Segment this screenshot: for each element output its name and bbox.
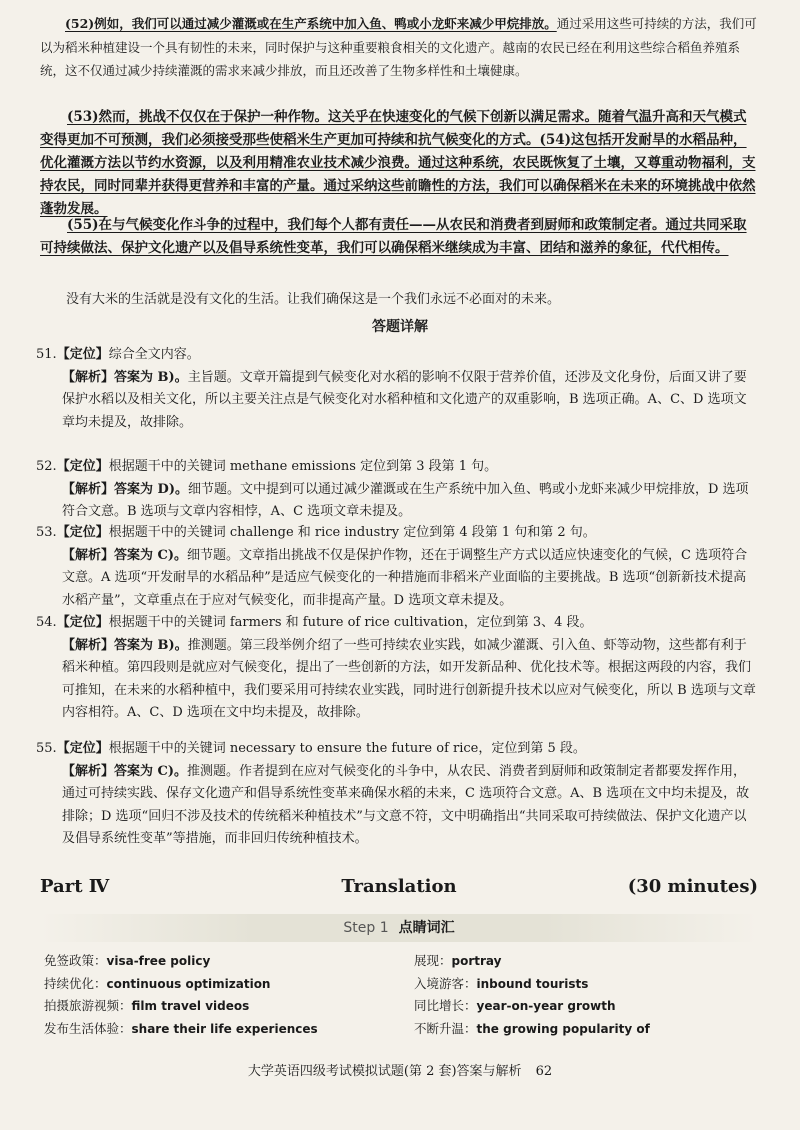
vocab-item: 持续优化：continuous optimization — [44, 975, 271, 991]
vocab-item: 入境游客：inbound tourists — [414, 975, 589, 991]
vocab-item: 拍摄旅游视频：film travel videos — [44, 998, 250, 1013]
answer-52-analysis: 细节题。文中提到可以通过减少灌溉或在生产系统中加入鱼、鸭或小龙虾来减少甲烷排放，D 选项符合文意。B 选项与文章内容相悖，A、C 选项文章未提及。 — [62, 481, 749, 519]
answer-53-key: 答案为 C)。 — [114, 547, 188, 563]
answer-51-key: 答案为 B)。 — [114, 369, 188, 385]
page-number: 62 — [535, 1064, 553, 1079]
answer-54 — [36, 612, 758, 725]
answer-52-analysis-label: 【解析】 — [62, 481, 115, 497]
vocab-item: 展现：portray — [414, 953, 502, 968]
answer-52-locate-label: 【定位】 — [56, 459, 109, 474]
step-number: Step 1 — [343, 920, 389, 936]
answer-51-analysis: 主旨题。文章开篇提到气候变化对水稻的影响不仅限于营养价值，还涉及文化身份，后面又讲了要保护水稻以及相关文化，所以主要关注点是气候变化对水稻种植和文化遗产的双重影响，B 选项正确。A、C、D 选项文章均未提及，故排除。 — [62, 369, 747, 430]
part-title: Translation — [341, 876, 457, 897]
answer-53 — [36, 522, 758, 612]
part-heading — [40, 876, 758, 898]
answer-55-number: 55. — [36, 741, 57, 756]
vocab-list-left — [44, 950, 318, 1040]
vocab-list-right — [414, 950, 650, 1040]
paragraph-52-lead: (52)例如，我们可以通过减少灌溉或在生产系统中加入鱼、鸭或小龙虾来减少甲烷排放。 — [65, 16, 557, 31]
answer-55-key: 答案为 C)。 — [114, 763, 188, 779]
answer-52 — [36, 456, 758, 524]
answer-52-key: 答案为 D)。 — [114, 481, 188, 497]
footer-title: 大学英语四级考试模拟试题(第 2 套)答案与解析 — [247, 1064, 522, 1079]
answer-53-analysis: 细节题。文章指出挑战不仅是保护作物，还在于调整生产方式以适应快速变化的气候，C 选项符合文意。A 选项“开发耐旱的水稻品种”是适应气候变化的一种措施而非稻米产业面临的主要挑战。B 选项“创新新技术提高水稻产量”，文章重点在于应对气候变化，而非提高产量。D 选项文章未提及。 — [62, 547, 748, 608]
part-time: (30 minutes) — [627, 876, 758, 897]
vocab-item: 不断升温：the growing popularity of — [414, 1020, 650, 1036]
page-footer — [0, 1060, 800, 1079]
paragraph-55-text: (55)在与气候变化作斗争的过程中，我们每个人都有责任——从农民和消费者到厨师和政策制定者。通过共同采取可持续做法、保护文化遗产以及倡导系统性变革，我们可以确保稻米继续成为丰富、团结和滋养的象征，代代相传。 — [40, 217, 747, 256]
answer-51 — [36, 344, 758, 434]
section-title: 答题详解 — [372, 319, 428, 335]
answer-52-locate: 根据题干中的关键词 methane emissions 定位到第 3 段第 1 句。 — [108, 459, 498, 474]
answer-54-number: 54. — [36, 615, 57, 630]
answer-54-locate-label: 【定位】 — [56, 615, 109, 630]
paragraph-55 — [40, 214, 758, 260]
answer-54-key: 答案为 B)。 — [114, 637, 188, 653]
answer-51-analysis-label: 【解析】 — [62, 369, 115, 385]
paragraph-52 — [40, 12, 758, 83]
step-banner — [40, 914, 758, 942]
answer-55 — [36, 738, 758, 851]
answer-54-locate: 根据题干中的关键词 farmers 和 future of rice cultivation，定位到第 3、4 段。 — [108, 615, 593, 630]
vocab-item: 同比增长：year-on-year growth — [414, 998, 616, 1013]
answer-53-locate-label: 【定位】 — [56, 525, 109, 540]
paragraph-53-54 — [40, 106, 758, 221]
closing-line: 没有大米的生活就是没有文化的生活。让我们确保这是一个我们永远不必面对的未来。 — [66, 292, 561, 307]
answer-51-locate-label: 【定位】 — [56, 347, 109, 362]
answer-54-analysis: 推测题。第三段举例介绍了一些可持续农业实践，如减少灌溉、引入鱼、虾等动物，这些都有利于稻米种植。第四段则是就应对气候变化，提出了一些创新的方法，如开发新品种、优化技术等。根据这两段的内容，我们可推知，在未来的水稻种植中，我们要采用可持续农业实践，同时进行创新提升技术以应对气候变化，所以 B 选项与文章内容相符。A、C、D 选项在文中均未提及，故排除。 — [62, 637, 756, 720]
answer-53-locate: 根据题干中的关键词 challenge 和 rice industry 定位到第 4 段第 1 句和第 2 句。 — [108, 525, 596, 540]
answer-51-locate: 综合全文内容。 — [108, 347, 200, 362]
answer-55-locate-label: 【定位】 — [56, 741, 109, 756]
answer-53-number: 53. — [36, 525, 57, 540]
vocab-item: 发布生活体验：share their life experiences — [44, 1020, 318, 1036]
answer-55-locate: 根据题干中的关键词 necessary to ensure the future of rice，定位到第 5 段。 — [108, 741, 586, 756]
answer-52-number: 52. — [36, 459, 57, 474]
vocab-item: 免签政策：visa-free policy — [44, 953, 211, 968]
answer-55-analysis: 推测题。作者提到在应对气候变化的斗争中，从农民、消费者到厨师和政策制定者都要发挥作用，通过可持续实践、保存文化遗产和倡导系统性变革来确保水稻的未来，C 选项符合文意。A、B 选项在文中均未提及，故排除；D 选项“回归不涉及技术的传统稻米种植技术”与文意不符，文中明确指出“共同采取可持续做法、保护文化遗产以及倡导系统性变革”等措施，而非回归传统种植技术。 — [62, 763, 750, 846]
step-name: 点睛词汇 — [398, 920, 455, 936]
answer-55-analysis-label: 【解析】 — [62, 763, 115, 779]
answer-54-analysis-label: 【解析】 — [62, 637, 115, 653]
paragraph-52-body: 通过采用这些可持续的方法，我们可以为稻米种植建设一个具有韧性的未来，同时保护与这种重要粮食相关的文化遗产。越南的农民已经在利用这些综合稻鱼养殖系统，这不仅通过减少持续灌溉的需求来减少排放，而且还改善了生物多样性和土壤健康。 — [40, 16, 757, 78]
answer-53-analysis-label: 【解析】 — [62, 547, 115, 563]
part-number: Part Ⅳ — [40, 876, 110, 897]
answer-51-number: 51. — [36, 347, 57, 362]
paragraph-53-54-text: (53)然而，挑战不仅仅在于保护一种作物。这关乎在快速变化的气候下创新以满足需求。随着气温升高和天气模式变得更加不可预测，我们必须接受那些使稻米生产更加可持续和抗气候变化的方式。(54)这包括开发耐旱的水稻品种，优化灌溉方法以节约水资源，以及利用精准农业技术减少浪费。通过这种系统，农民既恢复了土壤，又尊重动物福利，支持农民，同时同辈并获得更营养和丰富的产量。通过采纳这些前瞻性的方法，我们可以确保稻米在未来的环境挑战中依然蓬勃发展。 — [40, 109, 756, 217]
